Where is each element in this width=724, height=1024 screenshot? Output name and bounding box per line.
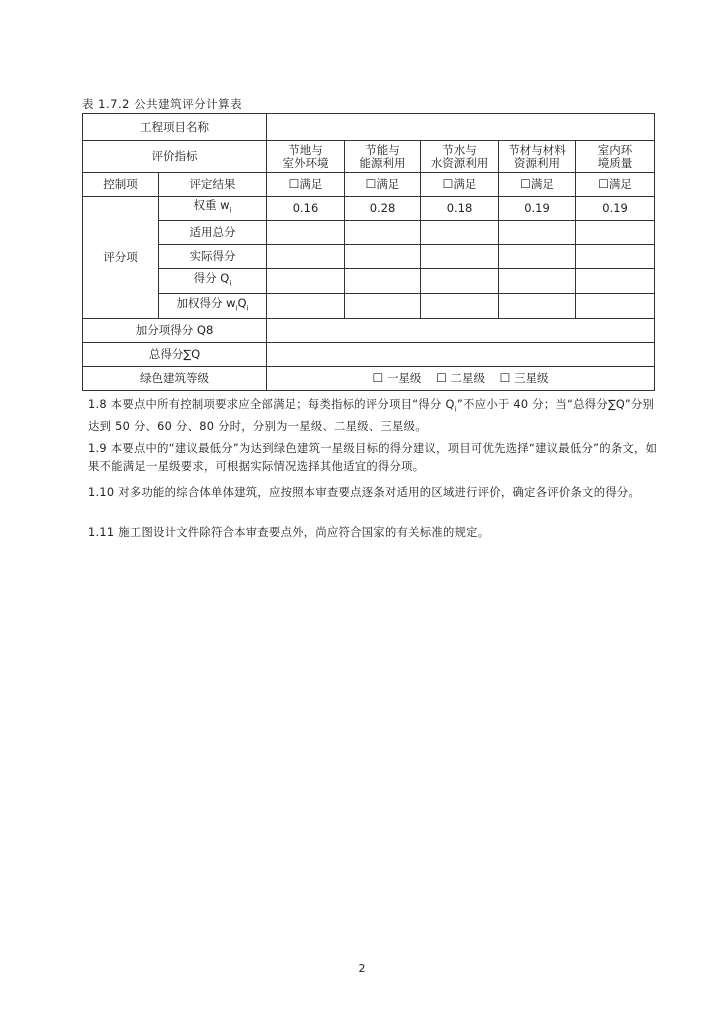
satisfied-checkbox[interactable]: ☐满足 xyxy=(345,173,421,197)
actual-score-cell[interactable] xyxy=(345,245,421,269)
category-header: 节地与 室外环境 xyxy=(267,141,345,173)
weight-value: 0.18 xyxy=(421,197,499,221)
weight-value: 0.19 xyxy=(576,197,655,221)
actual-score-cell[interactable] xyxy=(267,245,345,269)
checkbox-icon: ☐ xyxy=(288,177,300,191)
applicable-total-cell[interactable] xyxy=(576,221,655,245)
applicable-total-cell[interactable] xyxy=(345,221,421,245)
grade-option-one-star[interactable]: ☐ 一星级 xyxy=(372,371,422,385)
bonus-score-label: 加分项得分 Q8 xyxy=(83,319,267,343)
total-score-label: 总得分∑Q xyxy=(83,343,267,367)
category-header: 节水与 水资源利用 xyxy=(421,141,499,173)
category-header: 节材与材料 资源利用 xyxy=(499,141,576,173)
grade-option-three-star[interactable]: ☐ 三星级 xyxy=(499,371,549,385)
satisfied-checkbox[interactable]: ☐满足 xyxy=(421,173,499,197)
category-header: 室内环 境质量 xyxy=(576,141,655,173)
bonus-score-cell[interactable] xyxy=(267,319,655,343)
checkbox-icon: ☐ xyxy=(372,371,384,385)
actual-score-cell[interactable] xyxy=(499,245,576,269)
checkbox-icon: ☐ xyxy=(598,177,609,191)
grade-option-two-star[interactable]: ☐ 二星级 xyxy=(436,371,485,385)
total-score-cell[interactable] xyxy=(267,343,655,367)
paragraph-1-9: 1.9 本要点中的“建议最低分”为达到绿色建筑一星级目标的得分建议，项目可优先选择“建议最低分”的条文，如果不能满足一星级要求，可根据实际情况选择其他适宜的得分项。 xyxy=(88,442,658,473)
satisfied-checkbox[interactable]: ☐满足 xyxy=(499,173,576,197)
table-caption: 表 1.7.2 公共建筑评分计算表 xyxy=(82,97,243,111)
weighted-score-cell[interactable] xyxy=(345,294,421,319)
project-name-label: 工程项目名称 xyxy=(83,114,267,141)
checkbox-icon: ☐ xyxy=(436,371,447,385)
weighted-score-cell[interactable] xyxy=(576,294,655,319)
actual-score-label: 实际得分 xyxy=(159,245,267,269)
judge-label: 评定结果 xyxy=(159,173,267,197)
score-cell[interactable] xyxy=(576,269,655,294)
weighted-score-cell[interactable] xyxy=(499,294,576,319)
weighted-score-cell[interactable] xyxy=(421,294,499,319)
checkbox-icon: ☐ xyxy=(499,371,511,385)
control-label: 控制项 xyxy=(83,173,159,197)
actual-score-cell[interactable] xyxy=(576,245,655,269)
score-label: 得分 $Q_i$ xyxy=(159,269,267,294)
score-cell[interactable] xyxy=(499,269,576,294)
applicable-total-cell[interactable] xyxy=(421,221,499,245)
applicable-total-cell[interactable] xyxy=(267,221,345,245)
score-cell[interactable] xyxy=(421,269,499,294)
green-grade-label: 绿色建筑等级 xyxy=(83,367,267,391)
scoring-table xyxy=(82,113,655,391)
checkbox-icon: ☐ xyxy=(442,177,454,191)
satisfied-checkbox[interactable]: ☐满足 xyxy=(267,173,345,197)
score-item-label: 评分项 xyxy=(83,197,159,319)
weighted-score-label: 加权得分 $w_iQ_i$ xyxy=(159,294,267,319)
score-cell[interactable] xyxy=(345,269,421,294)
paragraph-1-11: 1.11 施工图设计文件除符合本审查要点外，尚应符合国家的有关标准的规定。 xyxy=(88,526,490,539)
page-number: 2 xyxy=(358,962,366,975)
green-grade-options xyxy=(267,367,655,391)
checkbox-icon: ☐ xyxy=(365,177,377,191)
project-name-value xyxy=(267,114,655,141)
score-cell[interactable] xyxy=(267,269,345,294)
applicable-total-label: 适用总分 xyxy=(159,221,267,245)
paragraph-1-8: 1.8 本要点中所有控制项要求应全部满足；每类指标的评分项目“得分 $Q_i$”不应小于 40 分；当“总得分∑Q”分别达到 50 分、60 分、80 分时，分别为一星级、二星级、三星级。 xyxy=(88,398,655,434)
weight-value: 0.19 xyxy=(499,197,576,221)
weight-label: 权重 $w_i$ xyxy=(159,197,267,221)
weighted-score-cell[interactable] xyxy=(267,294,345,319)
applicable-total-cell[interactable] xyxy=(499,221,576,245)
weight-value: 0.16 xyxy=(267,197,345,221)
checkbox-icon: ☐ xyxy=(520,177,531,191)
weight-value: 0.28 xyxy=(345,197,421,221)
indicator-label: 评价指标 xyxy=(83,141,267,173)
actual-score-cell[interactable] xyxy=(421,245,499,269)
category-header: 节能与 能源利用 xyxy=(345,141,421,173)
paragraph-1-10: 1.10 对多功能的综合体单体建筑，应按照本审查要点逐条对适用的区域进行评价，确定各评价条文的得分。 xyxy=(88,486,641,499)
satisfied-checkbox[interactable]: ☐满足 xyxy=(576,173,655,197)
